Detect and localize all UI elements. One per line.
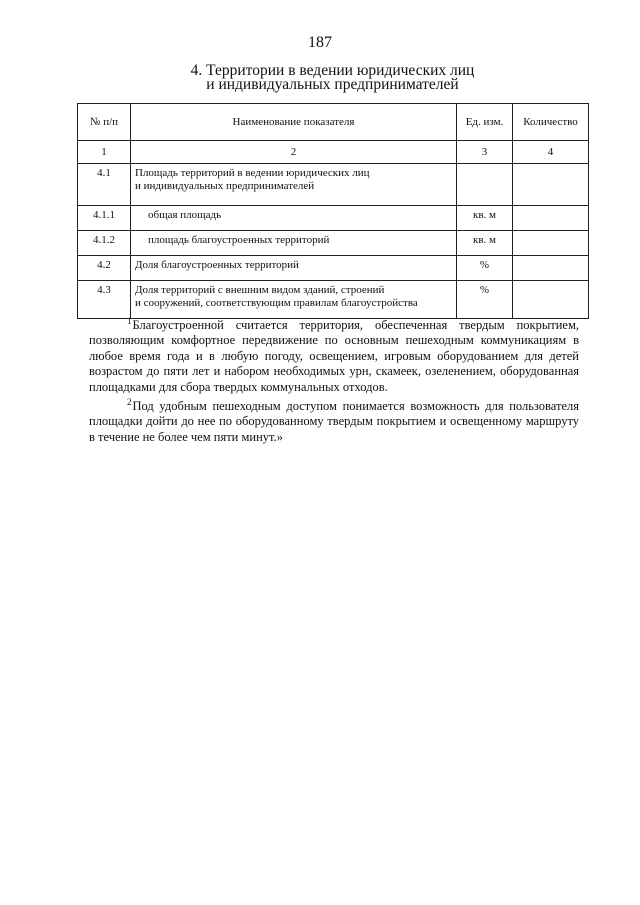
header-number: № п/п — [78, 104, 131, 141]
row-indicator: общая площадь — [131, 206, 457, 231]
row-number: 4.1.1 — [78, 206, 131, 231]
column-number: 2 — [131, 141, 457, 164]
row-unit: кв. м — [457, 231, 513, 256]
column-number: 1 — [78, 141, 131, 164]
table-row — [78, 231, 589, 256]
row-number: 4.2 — [78, 256, 131, 281]
row-quantity — [513, 281, 589, 319]
table-row — [78, 164, 589, 206]
row-unit: % — [457, 256, 513, 281]
row-quantity — [513, 206, 589, 231]
column-numbers-row — [78, 141, 589, 164]
row-indicator-line: Доля территорий с внешним видом зданий, строений — [135, 284, 385, 296]
row-number: 4.1.2 — [78, 231, 131, 256]
header-indicator-name: Наименование показателя — [131, 104, 457, 141]
row-number: 4.1 — [78, 164, 131, 206]
footnote — [89, 395, 579, 445]
table-header-row — [78, 104, 589, 141]
table-row — [78, 256, 589, 281]
row-quantity — [513, 164, 589, 206]
footnote-text: Благоустроенной считается территория, обеспеченная твердым покрытием, позволяющим комфортное передвижение по основным пешеходным коммуникациям в любое время года и в любую погоду, освещением, игровым оборудованием для детей возрастом до пяти лет и набором необходимых урн, скамеек, озеленением, оборудованная площадками для сбора твердых коммунальных отходов. — [89, 318, 579, 394]
row-indicator-line: и индивидуальных предпринимателей — [135, 180, 315, 192]
row-number: 4.3 — [78, 281, 131, 319]
row-quantity — [513, 256, 589, 281]
footnote-text: Под удобным пешеходным доступом понимается возможность для пользователя площадки дойти до нее по оборудованному твердым покрытием и освещенному маршруту в течение не более чем пяти минут.» — [89, 399, 579, 444]
row-unit — [457, 164, 513, 206]
row-unit: кв. м — [457, 206, 513, 231]
footnote-mark: 1 — [127, 316, 132, 326]
row-indicator-line: и сооружений, соответствующим правилам благоустройства — [135, 297, 418, 309]
row-indicator-line: Площадь территорий в ведении юридических лиц — [135, 167, 370, 179]
row-indicator: Доля благоустроенных территорий — [131, 256, 457, 281]
header-unit: Ед. изм. — [457, 104, 513, 141]
header-quantity: Количество — [513, 104, 589, 141]
row-quantity — [513, 231, 589, 256]
footnote-mark: 2 — [127, 397, 132, 408]
row-unit: % — [457, 281, 513, 319]
row-indicator: площадь благоустроенных территорий — [131, 231, 457, 256]
indicators-table — [77, 103, 589, 319]
column-number: 3 — [457, 141, 513, 164]
footnotes — [89, 314, 579, 445]
heading-line-1: 4. Территории в ведении юридических лиц — [190, 62, 475, 79]
column-number: 4 — [513, 141, 589, 164]
row-indicator — [131, 164, 457, 206]
page-number: 187 — [308, 34, 332, 51]
row-indicator — [131, 281, 457, 319]
footnote — [89, 314, 579, 395]
heading-line-2: и индивидуальных предпринимателей — [206, 76, 459, 93]
section-heading — [60, 64, 605, 92]
table-row — [78, 281, 589, 319]
table-row — [78, 206, 589, 231]
